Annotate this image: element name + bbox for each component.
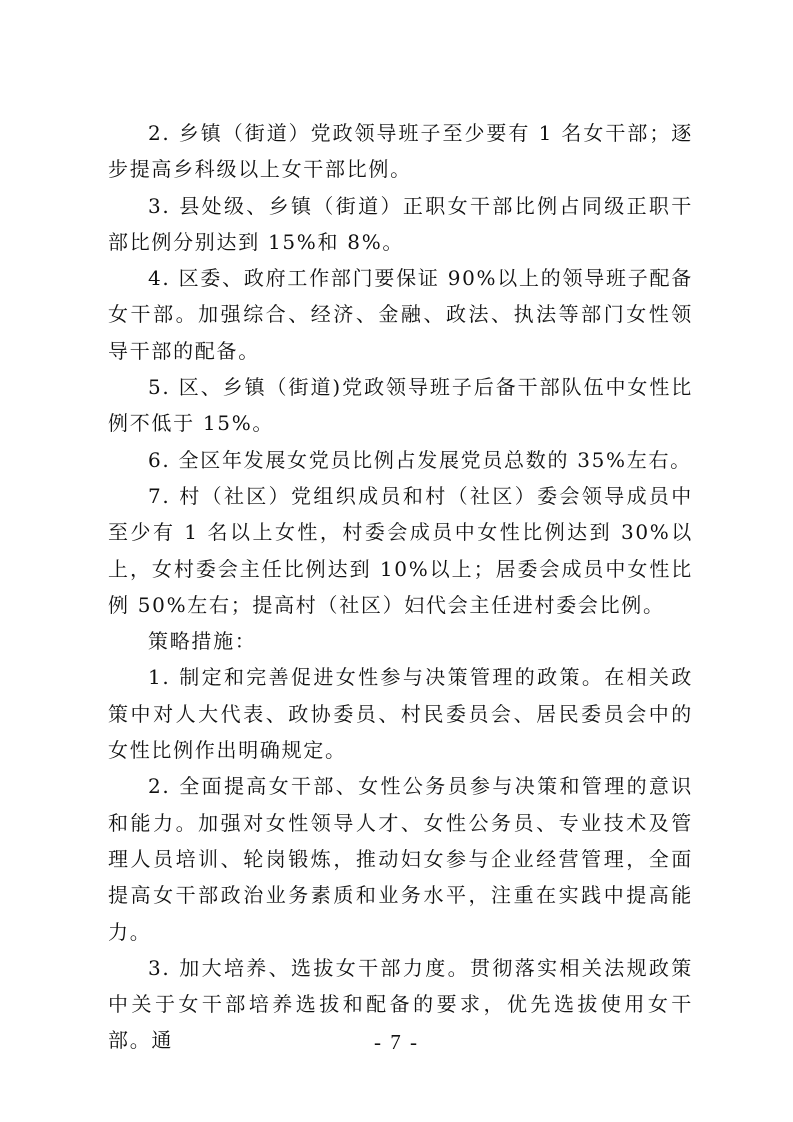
paragraph-goal-4: 4. 区委、政府工作部门要保证 90%以上的领导班子配备女干部。加强综合、经济、金融、政法、执法等部门女性领导干部的配备。 (108, 266, 693, 363)
page-number: - 7 - (374, 1030, 419, 1054)
paragraph-goal-5: 5. 区、乡镇（街道)党政领导班子后备干部队伍中女性比例不低于 15%。 (108, 375, 693, 436)
paragraph-goal-7: 7. 村（社区）党组织成员和村（社区）委会领导成员中至少有 1 名以上女性，村委会成员中女性比例达到 30%以上，女村委会主任比例达到 10%以上；居委会成员中女性比例 50%左右；提高村（社区）妇代会主任进村委会比例。 (108, 483, 693, 617)
paragraph-strategy-1: 1. 制定和完善促进女性参与决策管理的政策。在相关政策中对人大代表、政协委员、村民委员会、居民委员会中的女性比例作出明确规定。 (108, 665, 693, 763)
document-body (108, 115, 693, 1059)
paragraph-strategy-2: 2. 全面提高女干部、女性公务员参与决策和管理的意识和能力。加强对女性领导人才、女性公务员、专业技术及管理人员培训、轮岗锻炼，推动妇女参与企业经营管理，全面提高女干部政治业务素质和业务水平，注重在实践中提高能力。 (108, 774, 693, 944)
paragraph-goal-6: 6. 全区年发展女党员比例占发展党员总数的 35%左右。 (148, 447, 692, 472)
paragraph-strategy-3: 3. 加大培养、选拔女干部力度。贯彻落实相关法规政策中关于女干部培养选拔和配备的要求，优先选拔使用女干部。通 (108, 955, 693, 1053)
paragraph-goal-3: 3. 县处级、乡镇（街道）正职女干部比例占同级正职干部比例分别达到 15%和 8%。 (108, 193, 693, 254)
section-heading-strategy: 策略措施： (148, 629, 257, 654)
paragraph-goal-2: 2. 乡镇（街道）党政领导班子至少要有 1 名女干部；逐步提高乡科级以上女干部比例。 (108, 121, 693, 182)
